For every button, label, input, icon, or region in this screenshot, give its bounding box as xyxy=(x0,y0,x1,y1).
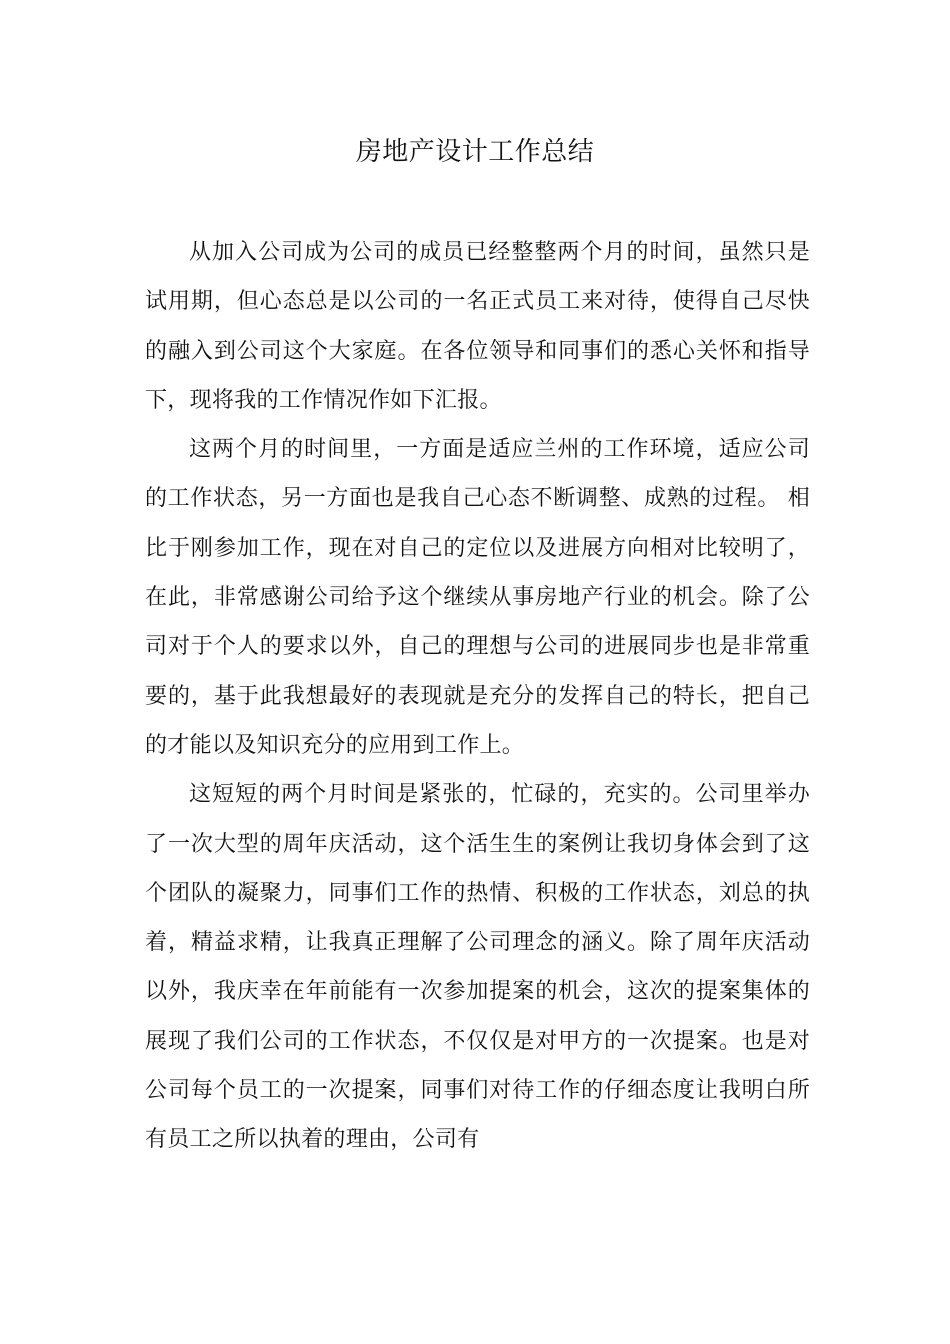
paragraph-2: 这两个月的时间里，一方面是适应兰州的工作环境，适应公司的工作状态，另一方面也是我自己心态不断调整、成熟的过程。 相比于刚参加工作，现在对自己的定位以及进展方向相对比较明了，在此，非常感谢公司给予这个继续从事房地产行业的机会。除了公司对于个人的要求以外，自己的理想与公司的进展同步也是非常重要的，基于此我想最好的表现就是充分的发挥自己的特长，把自己的才能以及知识充分的应用到工作上。 xyxy=(145,437,810,758)
document-title: 房地产设计工作总结 xyxy=(355,137,595,167)
paragraph-3: 这短短的两个月时间是紧张的，忙碌的，充实的。公司里举办了一次大型的周年庆活动，这个活生生的案例让我切身体会到了这个团队的凝聚力，同事们工作的热情、积极的工作状态，刘总的执着，精益求精，让我真正理解了公司理念的涵义。除了周年庆活动以外，我庆幸在年前能有一次参加提案的机会，这次的提案集体的展现了我们公司的工作状态，不仅仅是对甲方的一次提案。也是对公司每个员工的一次提案，同事们对待工作的仔细态度让我明白所有员工之所以执着的理由，公司有 xyxy=(145,782,810,1153)
paragraph-1: 从加入公司成为公司的成员已经整整两个月的时间，虽然只是试用期，但心态总是以公司的一名正式员工来对待，使得自己尽快的融入到公司这个大家庭。在各位领导和同事们的悉心关怀和指导下，现将我的工作情况作如下汇报。 xyxy=(145,240,810,413)
document-body xyxy=(145,228,810,1165)
